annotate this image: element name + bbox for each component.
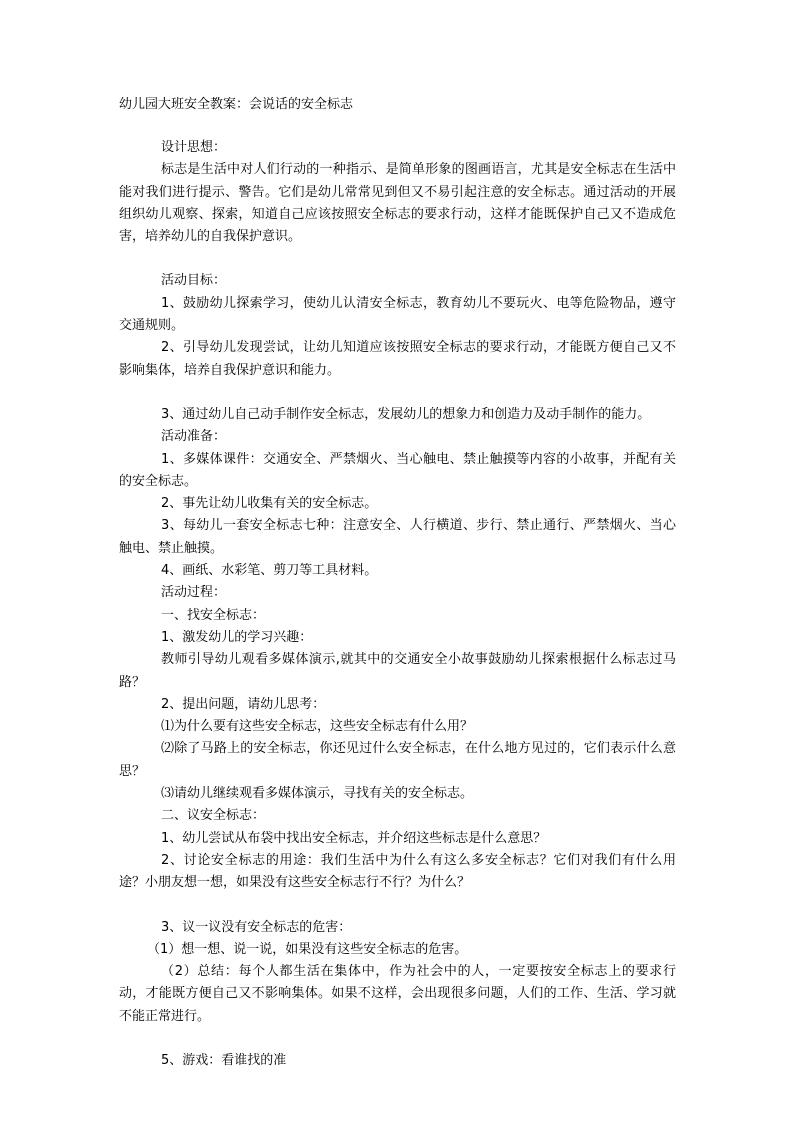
question-3: ⑶请幼儿继续观看多媒体演示，寻找有关的安全标志。 bbox=[161, 786, 474, 802]
prep-heading: 活动准备： bbox=[161, 429, 227, 445]
goal-item-3: 3、通过幼儿自己动手制作安全标志，发展幼儿的想象力和创造力及动手制作的能力。 bbox=[161, 406, 651, 422]
part1-item2-heading: 2、提出问题，请幼儿思考： bbox=[161, 696, 326, 712]
process-heading: 活动过程： bbox=[161, 585, 227, 601]
part2-sub1: （1）想一想、说一说，如果没有这些安全标志的危害。 bbox=[147, 941, 468, 957]
goals-heading: 活动目标： bbox=[161, 273, 227, 289]
part2-sub2: （2）总结：每个人都生活在集体中，作为社会中的人，一定要按安全标志上的要求行动，才能既方便自己又不影响集体。如果不这样，会出现很多问题，人们的工作、生活、学习就不能正常进行。 bbox=[119, 964, 676, 1024]
part2-item1: 1、幼儿尝试从布袋中找出安全标志，并介绍这些标志是什么意思？ bbox=[161, 830, 547, 846]
question-2: ⑵除了马路上的安全标志，你还见过什么安全标志，在什么地方见过的，它们表示什么意思？ bbox=[119, 741, 676, 779]
prep-item-4: 4、画纸、水彩笔、剪刀等工具材料。 bbox=[161, 563, 378, 579]
part1-heading: 一、找安全标志： bbox=[161, 607, 266, 623]
goal-item-2: 2、引导幼儿发现尝试，让幼儿知道应该按照安全标志的要求行动，才能既方便自己又不影响集体，培养自我保护意识和能力。 bbox=[119, 340, 676, 378]
part1-item1-text: 教师引导幼儿观看多媒体演示,就其中的交通安全小故事鼓励幼儿探索根据什么标志过马路？ bbox=[119, 652, 676, 690]
part2-item3-heading: 3、议一议没有安全标志的危害： bbox=[161, 919, 352, 935]
part1-item1-heading: 1、激发幼儿的学习兴趣： bbox=[161, 629, 313, 645]
design-paragraph: 标志是生活中对人们行动的一种指示、是简单形象的图画语言，尤其是安全标志在生活中能对我们进行提示、警告。它们是幼儿常常见到但又不易引起注意的安全标志。通过活动的开展组织幼儿观察、探索，知道自己应该按照安全标志的要求行动，这样才能既保护自己又不造成危害，培养幼儿的自我保护意识。 bbox=[119, 162, 676, 245]
part2-heading: 二、议安全标志： bbox=[161, 808, 266, 824]
question-1: ⑴为什么要有这些安全标志，这些安全标志有什么用？ bbox=[161, 719, 474, 735]
goal-item-1: 1、鼓励幼儿探索学习，使幼儿认清安全标志，教育幼儿不要玩火、电等危险物品，遵守交通规则。 bbox=[119, 295, 676, 334]
design-heading: 设计思想： bbox=[161, 140, 227, 155]
document-body bbox=[119, 137, 676, 1072]
prep-item-3: 3、每幼儿一套安全标志七种：注意安全、人行横道、步行、禁止通行、严禁烟火、当心触电、禁止触摸。 bbox=[119, 518, 676, 556]
prep-item-2: 2、事先让幼儿收集有关的安全标志。 bbox=[161, 496, 378, 512]
document-title: 幼儿园大班安全教案：会说话的安全标志 bbox=[119, 97, 354, 112]
part2-item2: 2、讨论安全标志的用途：我们生活中为什么有这么多安全标志？它们对我们有什么用途？小朋友想一想，如果没有这些安全标志行不行？为什么？ bbox=[119, 852, 676, 891]
prep-item-1: 1、多媒体课件：交通安全、严禁烟火、当心触电、禁止触摸等内容的小故事，并配有关的安全标志。 bbox=[119, 451, 676, 489]
part2-item5: 5、游戏：看谁找的准 bbox=[161, 1052, 287, 1068]
